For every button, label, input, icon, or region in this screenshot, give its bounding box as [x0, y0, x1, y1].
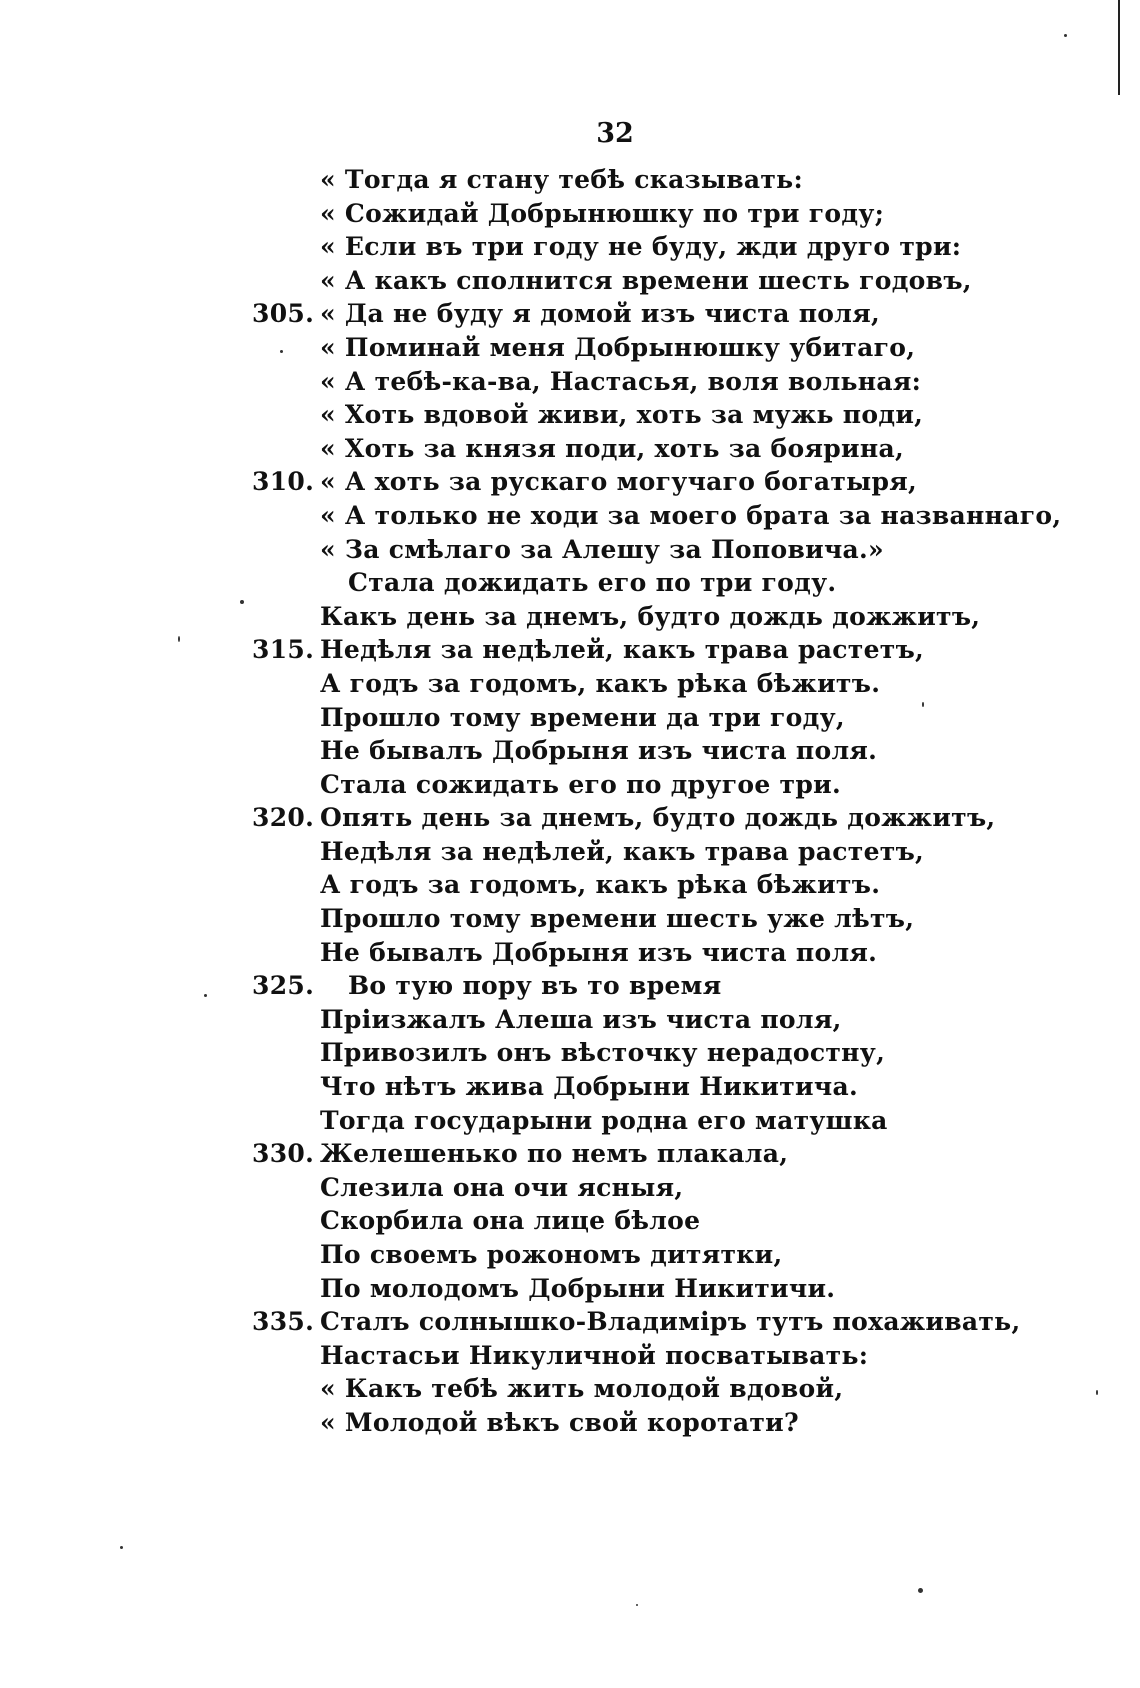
line-text: Желешенько по немъ плакала,	[320, 1139, 789, 1169]
line-number: 325.	[252, 971, 315, 1001]
line-text: Что нѣтъ жива Добрыни Никитича.	[320, 1072, 858, 1102]
line-text: Тогда государыни родна его матушка	[320, 1105, 888, 1135]
line-text: « Если въ три году не буду, жди друго три:	[320, 232, 962, 262]
line-text: « Поминай меня Добрынюшку убитаго,	[320, 332, 916, 362]
line-text: « А хоть за рускаго могучаго богатыря,	[320, 467, 918, 497]
line-text: А годъ за годомъ, какъ рѣка бѣжитъ.	[320, 668, 881, 698]
line-text: Привозилъ онъ вѣсточку нерадостну,	[320, 1038, 886, 1068]
line-text: По своемъ рожономъ дитятки,	[320, 1240, 783, 1269]
line-text: Настасьи Никуличной посватывать:	[320, 1340, 869, 1370]
line-text: « Да не буду я домой изъ чиста поля,	[320, 299, 880, 329]
line-text: Прошло тому времени да три году,	[320, 702, 845, 732]
verse-line	[0, 1305, 1140, 1339]
line-number: 320.	[252, 803, 315, 833]
scan-speck	[922, 702, 924, 707]
verse-line	[0, 297, 1140, 331]
line-text: А годъ за годомъ, какъ рѣка бѣжитъ.	[320, 870, 881, 900]
line-text: Опять день за днемъ, будто дождь дожжитъ,	[320, 803, 996, 833]
verse-line	[0, 1372, 1140, 1406]
verse-line	[0, 566, 1140, 600]
scan-speck	[120, 1546, 123, 1549]
verse-line	[0, 365, 1140, 399]
verse-line	[0, 1137, 1140, 1171]
verse-line	[0, 1339, 1140, 1373]
scan-speck	[240, 600, 244, 604]
verse-line	[0, 701, 1140, 735]
line-text: Не бывалъ Добрыня изъ чиста поля.	[320, 736, 878, 766]
verse-line	[0, 902, 1140, 936]
line-text: Скорбила она лице бѣлое	[320, 1206, 701, 1236]
verse-line	[0, 868, 1140, 902]
line-text: Сталъ солнышко-Владиміръ тутъ похаживать,	[320, 1307, 1021, 1337]
verse-line	[0, 835, 1140, 869]
line-text: « Хоть за князя поди, хоть за боярина,	[320, 433, 904, 463]
line-text: Не бывалъ Добрыня изъ чиста поля.	[320, 937, 878, 967]
line-text: « А тебѣ-ка-ва, Настасья, воля вольная:	[320, 366, 922, 396]
verse-line	[0, 499, 1140, 533]
line-text: Какъ день за днемъ, будто дождь дожжитъ,	[320, 601, 981, 631]
line-text: « Тогда я стану тебѣ сказывать:	[320, 165, 803, 194]
verse-line	[0, 465, 1140, 499]
verse-line	[0, 969, 1140, 1003]
line-text: « А только не ходи за моего брата за названнаго,	[320, 500, 1062, 530]
verse-line	[0, 230, 1140, 264]
line-number: 310.	[252, 467, 315, 497]
scan-speck	[204, 994, 207, 997]
line-number: 330.	[252, 1139, 315, 1169]
verse-line	[0, 331, 1140, 365]
verse-line	[0, 734, 1140, 768]
line-text: « А какъ сполнится времени шесть годовъ,	[320, 265, 972, 295]
line-number: 305.	[252, 299, 315, 329]
scan-speck	[1064, 34, 1067, 37]
line-text: Недѣля за недѣлей, какъ трава растетъ,	[320, 635, 925, 665]
line-text: Во тую пору въ то время	[348, 971, 722, 1001]
verse-line	[0, 398, 1140, 432]
verse-line	[0, 163, 1140, 197]
verse-line	[0, 264, 1140, 298]
line-text: Прошло тому времени шесть уже лѣтъ,	[320, 904, 915, 934]
line-text: Стала дожидать его по три году.	[348, 568, 837, 598]
line-text: « Какъ тебѣ жить молодой вдовой,	[320, 1374, 844, 1404]
scan-speck	[636, 1604, 638, 1606]
scan-edge-line	[1118, 0, 1120, 95]
scan-speck	[280, 350, 283, 353]
verse-line	[0, 1406, 1140, 1440]
scan-speck	[178, 636, 180, 642]
line-number: 315.	[252, 635, 315, 665]
verse-line	[0, 1272, 1140, 1306]
verse-line	[0, 1238, 1140, 1272]
verse-line	[0, 667, 1140, 701]
line-text: « Хоть вдовой живи, хоть за мужь поди,	[320, 400, 924, 430]
verse-line	[0, 533, 1140, 567]
scan-speck	[918, 1588, 923, 1593]
verse-line	[0, 633, 1140, 667]
verse-line	[0, 768, 1140, 802]
line-text: « Молодой вѣкъ свой коротати?	[320, 1407, 799, 1437]
verse-line	[0, 1104, 1140, 1138]
verse-line	[0, 600, 1140, 634]
scan-speck	[1096, 1390, 1098, 1395]
verse-line	[0, 1036, 1140, 1070]
line-text: Стала сожидать его по другое три.	[320, 769, 841, 799]
line-text: « Сожидай Добрынюшку по три году;	[320, 198, 885, 228]
verse-line	[0, 197, 1140, 231]
page-number: 32	[596, 118, 634, 149]
line-text: По молодомъ Добрыни Никитичи.	[320, 1273, 836, 1303]
verse-line	[0, 1003, 1140, 1037]
verse-line	[0, 1204, 1140, 1238]
line-number: 335.	[252, 1307, 315, 1337]
verse-line	[0, 1070, 1140, 1104]
line-text: Пріизжалъ Алеша изъ чиста поля,	[320, 1004, 842, 1034]
verse-line	[0, 936, 1140, 970]
verse-line	[0, 1171, 1140, 1205]
line-text: Недѣля за недѣлей, какъ трава растетъ,	[320, 836, 925, 866]
line-text: « За смѣлаго за Алешу за Поповича.»	[320, 534, 884, 564]
line-text: Слезила она очи ясныя,	[320, 1172, 684, 1202]
verse-line	[0, 801, 1140, 835]
verse-line	[0, 432, 1140, 466]
verse-text	[0, 163, 1140, 1440]
